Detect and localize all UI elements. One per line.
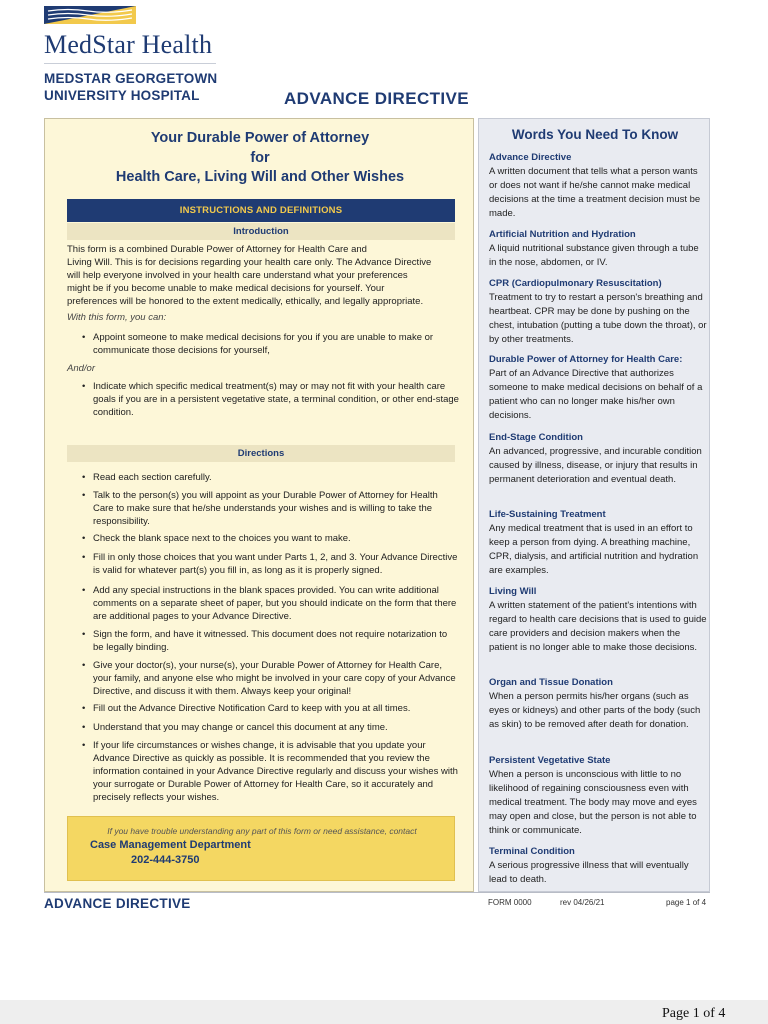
contact-box xyxy=(67,816,455,881)
direction-text: Understand that you may change or cancel this document at any time. xyxy=(93,722,388,733)
direction-text: Fill out the Advance Directive Notification Card to keep with you at all times. xyxy=(93,703,411,714)
introduction-heading: Introduction xyxy=(67,223,455,240)
glossary-definition: An advanced, progressive, and incurable condition caused by illness, disease, or injury that results in permanent deterioration and eventual death. xyxy=(489,446,702,485)
direction-item xyxy=(79,584,459,623)
bullet-icon: • xyxy=(82,703,86,714)
direction-text: Sign the form, and have it witnessed. This document does not require notarization to be legally binding. xyxy=(93,629,448,653)
bullet-icon: • xyxy=(82,722,86,733)
medstar-logo xyxy=(44,6,216,64)
glossary-column xyxy=(478,118,710,892)
direction-item xyxy=(79,628,459,654)
footer-divider xyxy=(44,892,710,893)
intro-line: Living Will. This is for decisions regarding your health care only. The Advance Directive xyxy=(67,257,432,268)
glossary-term: Living Will xyxy=(489,586,537,597)
form-title-line-1: Your Durable Power of Attorney xyxy=(150,130,370,146)
bullet-icon: • xyxy=(82,533,86,544)
form-number: FORM 0000 xyxy=(488,898,532,907)
viewer-page-counter: Page 1 of 4 xyxy=(662,1006,726,1021)
direction-item xyxy=(79,659,459,698)
intro-line: This form is a combined Durable Power of Attorney for Health Care and xyxy=(67,244,367,255)
glossary-definition: When a person is unconscious with little to no likelihood of regaining consciousness even with medical treatment. The body may move and eyes may open and close, but the person is not able to think or communicate. xyxy=(489,769,697,836)
instructions-band: INSTRUCTIONS AND DEFINITIONS xyxy=(67,199,455,222)
hospital-line-2: UNIVERSITY HOSPITAL xyxy=(44,88,200,103)
glossary-definition: Part of an Advance Directive that authorizes someone to make medical decisions on behalf of a patient who can no longer make his/her own decisions. xyxy=(489,368,703,421)
hospital-name xyxy=(44,70,274,104)
glossary-definition: A written statement of the patient's intentions with regard to health care decisions that is used to guide care providers and decision makers when the patient is no longer able to make those decisions. xyxy=(489,600,707,653)
glossary-term: End-Stage Condition xyxy=(489,432,583,443)
glossary-term: Organ and Tissue Donation xyxy=(489,677,613,688)
direction-text: Fill in only those choices that you want under Parts 1, 2, and 3. Your Advance Directive is valid for whatever part(s) you fill in, as long as it is properly signed. xyxy=(93,552,458,576)
form-title-line-2: for xyxy=(250,149,270,166)
and-or-label: And/or xyxy=(67,363,95,374)
direction-text: Talk to the person(s) you will appoint as your Durable Power of Attorney for Health Care to make sure that he/she understands your wishes and is willing to take the responsibility. xyxy=(93,490,438,527)
document-title: ADVANCE DIRECTIVE xyxy=(284,89,470,108)
brand-name: MedStar Health xyxy=(44,30,213,59)
footer-title: ADVANCE DIRECTIVE xyxy=(44,896,191,911)
direction-item xyxy=(79,532,459,545)
bullet-icon: • xyxy=(82,381,86,392)
glossary-term: Durable Power of Attorney for Health Care: xyxy=(489,354,683,365)
glossary-definition: A serious progressive illness that will eventually lead to death. xyxy=(489,860,689,885)
direction-item xyxy=(79,721,459,734)
can-bullet-text: Appoint someone to make medical decisions for you if you are unable to make or communicate those decisions for yourself, xyxy=(93,332,434,356)
instructions-column xyxy=(44,118,474,892)
glossary-term: Persistent Vegetative State xyxy=(489,755,611,766)
glossary-term: Terminal Condition xyxy=(489,846,575,857)
can-bullet xyxy=(79,331,459,357)
glossary-term: Artificial Nutrition and Hydration xyxy=(489,229,636,240)
bullet-icon: • xyxy=(82,552,86,563)
hospital-line-1: MEDSTAR GEORGETOWN xyxy=(44,71,218,86)
logo-divider xyxy=(44,63,216,64)
form-title xyxy=(45,129,475,188)
revision-date: rev 04/26/21 xyxy=(560,898,605,907)
intro-line: will help everyone involved in your health care understand what your preferences xyxy=(67,270,408,281)
page-number: page 1 of 4 xyxy=(666,898,707,907)
glossary-term: Life-Sustaining Treatment xyxy=(489,509,606,520)
contact-note: If you have trouble understanding any part of this form or need assistance, contact xyxy=(107,826,417,836)
glossary-title: Words You Need To Know xyxy=(511,127,679,142)
glossary-definition: A written document that tells what a person wants or does not want if he/she cannot make medical decisions at the time a treatment decision must be made. xyxy=(489,166,701,219)
contact-phone: 202-444-3750 xyxy=(131,854,200,866)
glossary-term: CPR (Cardiopulmonary Resuscitation) xyxy=(489,278,662,289)
with-form-label: With this form, you can: xyxy=(67,312,167,323)
glossary-definition: Treatment to try to restart a person's breathing and heartbeat. CPR may be done by pushing on the chest, intubation (putting a tube down the throat), or by other treatments. xyxy=(489,292,707,345)
introduction-text xyxy=(67,243,457,308)
direction-item xyxy=(79,471,459,484)
direction-text: Read each section carefully. xyxy=(93,472,212,483)
glossary-definition: When a person permits his/her organs (such as eyes or kidneys) and other parts of the body (such as skin) to be removed after death for donation. xyxy=(489,691,701,730)
logo-stripes-icon xyxy=(44,6,136,24)
direction-text: Give your doctor(s), your nurse(s), your Durable Power of Attorney for Health Care, your family, and anyone else who might be involved in your care copy of your Advance Directive, and discuss it with them. Always keep your original! xyxy=(93,660,456,697)
direction-text: Add any special instructions in the blank spaces provided. You can write additional comments on a separate sheet of paper, but you should indicate on the form that there are additional pages to your Advance Directive. xyxy=(93,585,457,622)
direction-text: If your life circumstances or wishes change, it is advisable that you update your Advance Directive as quickly as possible. It is recommended that you review the information contained in your Advance Directive regularly and discuss your wishes with your surrogate or Durable Power of Attorney for Health Care, so it accurately and precisely reflects your wishes. xyxy=(93,740,458,803)
direction-item xyxy=(79,489,459,528)
glossary-term: Advance Directive xyxy=(489,152,572,163)
bullet-icon: • xyxy=(82,740,86,751)
can-bullet xyxy=(79,380,459,419)
contact-department: Case Management Department xyxy=(90,839,251,851)
direction-item xyxy=(79,702,459,715)
glossary-definition: Any medical treatment that is used in an effort to keep a person from dying. A breathing machine, CPR, dialysis, and artificial nutrition and hydration are examples. xyxy=(489,523,699,576)
bullet-icon: • xyxy=(82,332,86,343)
glossary-definition: A liquid nutritional substance given through a tube in the nose, abdomen, or IV. xyxy=(489,243,699,268)
bullet-icon: • xyxy=(82,585,86,596)
form-title-line-3: Health Care, Living Will and Other Wishes xyxy=(115,169,405,185)
intro-line: might be if you become unable to make medical decisions for yourself. Your xyxy=(67,283,385,294)
bullet-icon: • xyxy=(82,629,86,640)
bullet-icon: • xyxy=(82,660,86,671)
direction-item xyxy=(79,551,459,577)
directions-heading: Directions xyxy=(67,445,455,462)
direction-item xyxy=(79,739,459,804)
intro-line: preferences will be honored to the extent medically, ethically, and legally appropriate. xyxy=(67,296,424,307)
can-bullet-text: Indicate which specific medical treatment(s) may or may not fit with your health care goals if you are in a persistent vegetative state, a terminal condition, or other end-stage condition. xyxy=(93,381,459,418)
direction-text: Check the blank space next to the choices you want to make. xyxy=(93,533,351,544)
bullet-icon: • xyxy=(82,490,86,501)
bullet-icon: • xyxy=(82,472,86,483)
